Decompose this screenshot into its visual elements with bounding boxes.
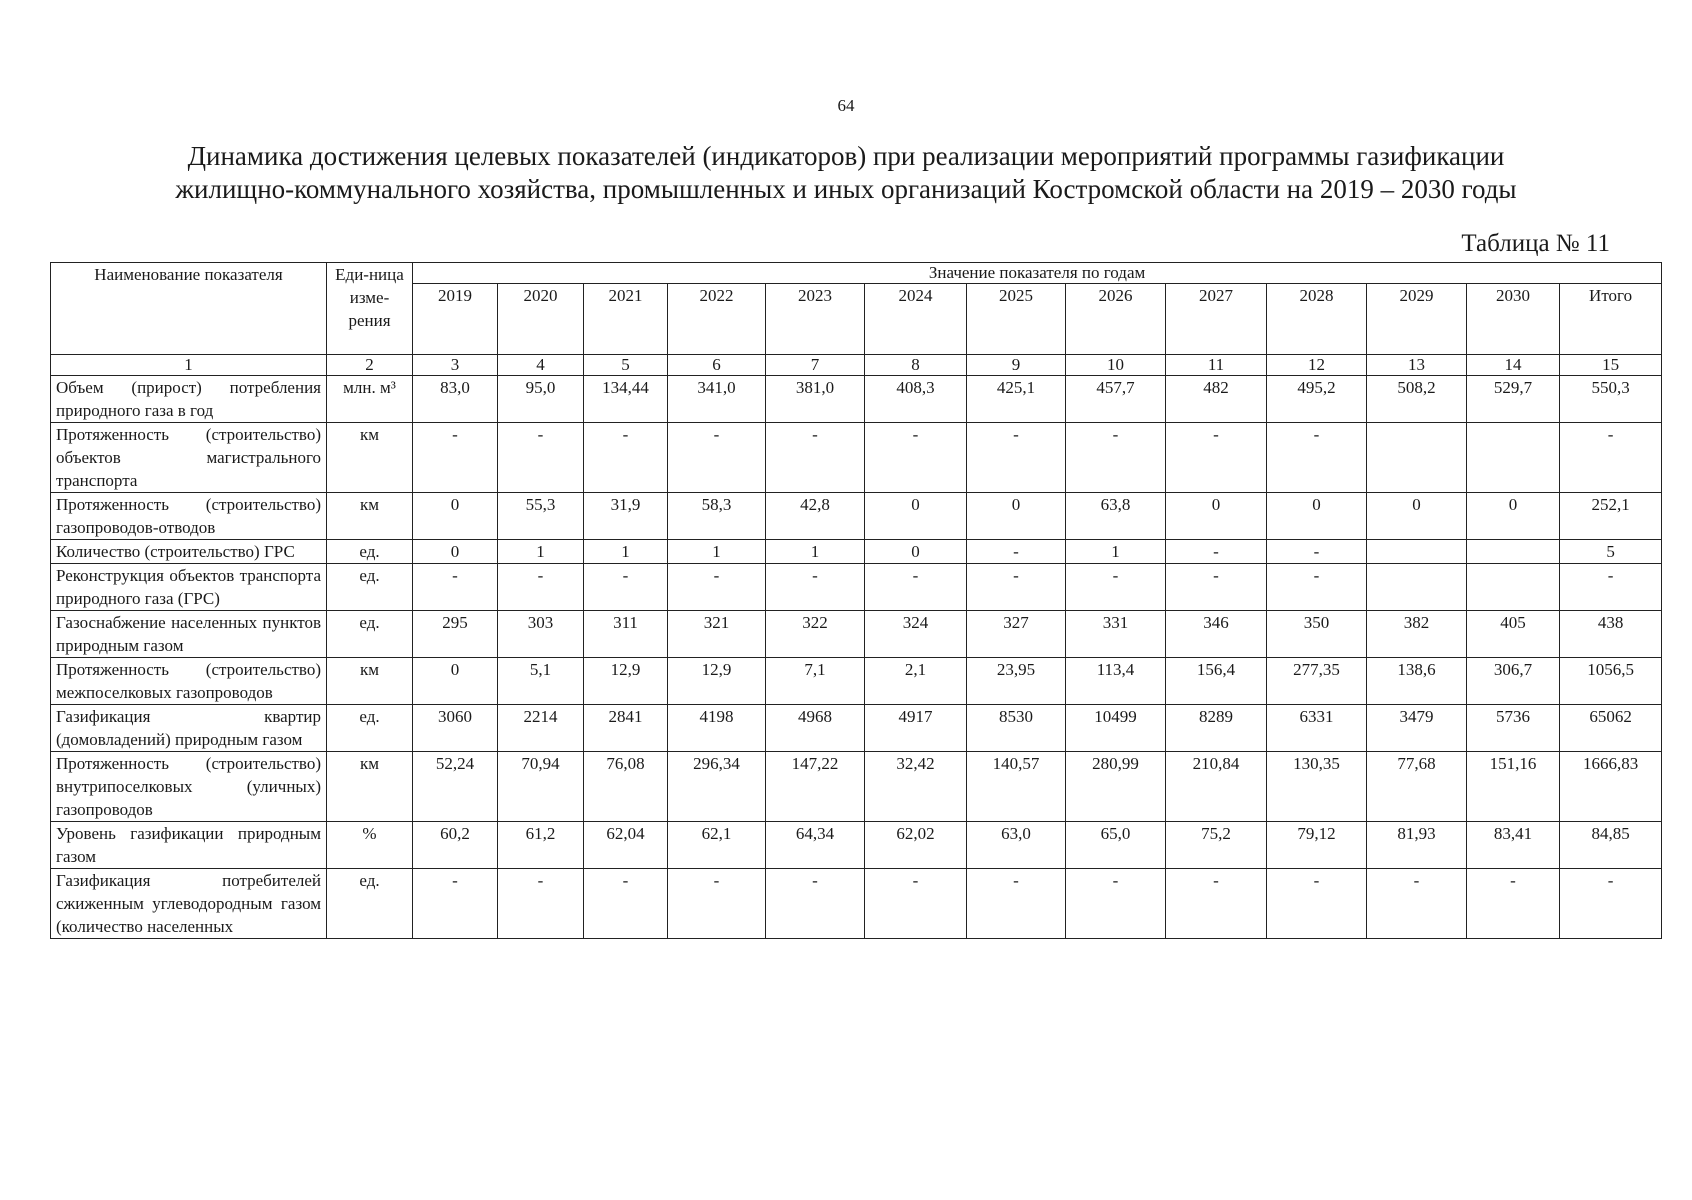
value-cell: - <box>1066 564 1166 611</box>
value-cell: 6331 <box>1267 705 1367 752</box>
column-number: 5 <box>584 355 668 376</box>
value-cell: 0 <box>1367 493 1467 540</box>
header-year-2024: 2024 <box>865 284 967 355</box>
header-year-2023: 2023 <box>766 284 865 355</box>
value-cell: 81,93 <box>1367 822 1467 869</box>
value-cell: 134,44 <box>584 376 668 423</box>
header-year-2027: 2027 <box>1166 284 1267 355</box>
value-cell: 4198 <box>668 705 766 752</box>
header-year-2028: 2028 <box>1267 284 1367 355</box>
table-row <box>51 423 1662 493</box>
value-cell: 138,6 <box>1367 658 1467 705</box>
column-number: 3 <box>413 355 498 376</box>
value-cell: - <box>766 423 865 493</box>
value-cell: 303 <box>498 611 584 658</box>
indicator-unit: ед. <box>327 869 413 939</box>
value-cell: 1 <box>766 540 865 564</box>
value-cell: 8530 <box>967 705 1066 752</box>
value-cell: - <box>1166 564 1267 611</box>
value-cell: 280,99 <box>1066 752 1166 822</box>
value-cell: - <box>584 423 668 493</box>
indicator-name: Объем (прирост) потребления природного газа в год <box>51 376 327 423</box>
value-cell: 62,1 <box>668 822 766 869</box>
value-cell: - <box>1267 564 1367 611</box>
value-cell: 0 <box>413 658 498 705</box>
value-cell: 1 <box>498 540 584 564</box>
header-year-2021: 2021 <box>584 284 668 355</box>
value-cell: 3479 <box>1367 705 1467 752</box>
value-cell: 65,0 <box>1066 822 1166 869</box>
indicator-name: Протяженность (строительство) газопроводов-отводов <box>51 493 327 540</box>
value-cell: 324 <box>865 611 967 658</box>
value-cell: 0 <box>1166 493 1267 540</box>
value-cell: - <box>1267 423 1367 493</box>
value-cell: 482 <box>1166 376 1267 423</box>
value-cell: - <box>498 869 584 939</box>
column-number: 6 <box>668 355 766 376</box>
value-cell: 83,0 <box>413 376 498 423</box>
value-cell: 405 <box>1467 611 1560 658</box>
value-cell: 529,7 <box>1467 376 1560 423</box>
value-cell: 2841 <box>584 705 668 752</box>
value-cell: 79,12 <box>1267 822 1367 869</box>
value-cell: 495,2 <box>1267 376 1367 423</box>
value-cell: 0 <box>865 493 967 540</box>
value-cell: 331 <box>1066 611 1166 658</box>
indicator-name: Протяженность (строительство) внутрипоселковых (уличных) газопроводов <box>51 752 327 822</box>
title-line-1: Динамика достижения целевых показателей (индикаторов) при реализации мероприятий программы газификации <box>187 141 1505 171</box>
header-year-2025: 2025 <box>967 284 1066 355</box>
value-cell: - <box>1467 869 1560 939</box>
value-cell: 12,9 <box>668 658 766 705</box>
value-cell: 10499 <box>1066 705 1166 752</box>
header-year-2019: 2019 <box>413 284 498 355</box>
value-cell: - <box>498 564 584 611</box>
total-cell: 1666,83 <box>1560 752 1662 822</box>
header-year-2030: 2030 <box>1467 284 1560 355</box>
table-row <box>51 658 1662 705</box>
value-cell: 4968 <box>766 705 865 752</box>
indicator-unit: км <box>327 423 413 493</box>
title-line-2: жилищно-коммунального хозяйства, промышленных и иных организаций Костромской области на 2019 – 2030 годы <box>175 174 1517 204</box>
column-number: 7 <box>766 355 865 376</box>
value-cell: 346 <box>1166 611 1267 658</box>
value-cell: - <box>584 564 668 611</box>
value-cell: 0 <box>413 540 498 564</box>
value-cell: - <box>1066 423 1166 493</box>
column-number: 13 <box>1367 355 1467 376</box>
value-cell: - <box>1166 540 1267 564</box>
indicator-unit: км <box>327 752 413 822</box>
column-number: 14 <box>1467 355 1560 376</box>
table-row <box>51 822 1662 869</box>
value-cell: - <box>668 869 766 939</box>
indicator-unit: ед. <box>327 540 413 564</box>
total-cell: 65062 <box>1560 705 1662 752</box>
table-row <box>51 705 1662 752</box>
value-cell: 63,8 <box>1066 493 1166 540</box>
value-cell: 60,2 <box>413 822 498 869</box>
value-cell: 62,04 <box>584 822 668 869</box>
header-year-2029: 2029 <box>1367 284 1467 355</box>
value-cell: 3060 <box>413 705 498 752</box>
value-cell: 311 <box>584 611 668 658</box>
value-cell <box>1467 564 1560 611</box>
value-cell: 76,08 <box>584 752 668 822</box>
indicator-name: Уровень газификации природным газом <box>51 822 327 869</box>
value-cell: - <box>766 869 865 939</box>
header-indicator-name: Наименование показателя <box>51 263 327 355</box>
value-cell: 0 <box>1467 493 1560 540</box>
total-cell: 84,85 <box>1560 822 1662 869</box>
table-row <box>51 752 1662 822</box>
indicator-name: Газификация квартир (домовладений) природным газом <box>51 705 327 752</box>
value-cell <box>1367 564 1467 611</box>
value-cell: - <box>413 423 498 493</box>
value-cell: 31,9 <box>584 493 668 540</box>
value-cell: 55,3 <box>498 493 584 540</box>
value-cell: 425,1 <box>967 376 1066 423</box>
header-row-1 <box>51 263 1662 284</box>
value-cell: 113,4 <box>1066 658 1166 705</box>
value-cell: 0 <box>967 493 1066 540</box>
header-unit: Еди-ница изме-рения <box>327 263 413 355</box>
header-values-by-year: Значение показателя по годам <box>413 263 1662 284</box>
table-row <box>51 540 1662 564</box>
table-row <box>51 376 1662 423</box>
indicator-unit: ед. <box>327 705 413 752</box>
value-cell: 83,41 <box>1467 822 1560 869</box>
value-cell: 5736 <box>1467 705 1560 752</box>
indicator-unit: млн. м³ <box>327 376 413 423</box>
value-cell: 381,0 <box>766 376 865 423</box>
value-cell: 23,95 <box>967 658 1066 705</box>
value-cell: 61,2 <box>498 822 584 869</box>
value-cell: 2,1 <box>865 658 967 705</box>
value-cell: 8289 <box>1166 705 1267 752</box>
indicator-name: Протяженность (строительство) межпоселковых газопроводов <box>51 658 327 705</box>
value-cell: 0 <box>413 493 498 540</box>
value-cell: - <box>1066 869 1166 939</box>
value-cell <box>1367 540 1467 564</box>
header-year-2026: 2026 <box>1066 284 1166 355</box>
value-cell: 58,3 <box>668 493 766 540</box>
value-cell: - <box>1267 540 1367 564</box>
header-total: Итого <box>1560 284 1662 355</box>
column-number: 15 <box>1560 355 1662 376</box>
value-cell: - <box>413 869 498 939</box>
total-cell: 550,3 <box>1560 376 1662 423</box>
value-cell: - <box>865 564 967 611</box>
value-cell: - <box>668 423 766 493</box>
indicator-name: Количество (строительство) ГРС <box>51 540 327 564</box>
value-cell: 295 <box>413 611 498 658</box>
page-number: 64 <box>837 96 855 115</box>
value-cell: - <box>1166 423 1267 493</box>
indicator-unit: ед. <box>327 564 413 611</box>
value-cell: 382 <box>1367 611 1467 658</box>
value-cell: - <box>1267 869 1367 939</box>
value-cell: 62,02 <box>865 822 967 869</box>
header-year-2020: 2020 <box>498 284 584 355</box>
value-cell: 147,22 <box>766 752 865 822</box>
value-cell: - <box>967 564 1066 611</box>
value-cell: 7,1 <box>766 658 865 705</box>
value-cell: 306,7 <box>1467 658 1560 705</box>
value-cell: 322 <box>766 611 865 658</box>
total-cell: - <box>1560 869 1662 939</box>
indicator-name: Протяженность (строительство) объектов магистрального транспорта <box>51 423 327 493</box>
indicator-unit: ед. <box>327 611 413 658</box>
indicator-name: Реконструкция объектов транспорта природного газа (ГРС) <box>51 564 327 611</box>
table-row <box>51 611 1662 658</box>
value-cell: 64,34 <box>766 822 865 869</box>
column-number: 1 <box>51 355 327 376</box>
value-cell: - <box>865 423 967 493</box>
value-cell: 4917 <box>865 705 967 752</box>
value-cell: 42,8 <box>766 493 865 540</box>
indicator-name: Газоснабжение населенных пунктов природным газом <box>51 611 327 658</box>
value-cell: 321 <box>668 611 766 658</box>
total-cell: - <box>1560 564 1662 611</box>
value-cell: - <box>1367 869 1467 939</box>
indicator-unit: км <box>327 493 413 540</box>
document-title <box>60 140 1632 206</box>
value-cell: 1 <box>668 540 766 564</box>
value-cell: 77,68 <box>1367 752 1467 822</box>
table-row <box>51 869 1662 939</box>
indicator-unit: % <box>327 822 413 869</box>
total-cell: - <box>1560 423 1662 493</box>
value-cell: 70,94 <box>498 752 584 822</box>
value-cell: 0 <box>865 540 967 564</box>
value-cell: 32,42 <box>865 752 967 822</box>
value-cell <box>1367 423 1467 493</box>
value-cell: - <box>967 869 1066 939</box>
value-cell: 1 <box>1066 540 1166 564</box>
value-cell: 95,0 <box>498 376 584 423</box>
indicators-table <box>50 262 1662 939</box>
indicator-name: Газификация потребителей сжиженным углеводородным газом (количество населенных <box>51 869 327 939</box>
value-cell <box>1467 540 1560 564</box>
total-cell: 5 <box>1560 540 1662 564</box>
value-cell: 2214 <box>498 705 584 752</box>
column-number: 4 <box>498 355 584 376</box>
column-number: 8 <box>865 355 967 376</box>
value-cell: - <box>1166 869 1267 939</box>
value-cell: 296,34 <box>668 752 766 822</box>
column-number: 2 <box>327 355 413 376</box>
value-cell: - <box>766 564 865 611</box>
value-cell: 341,0 <box>668 376 766 423</box>
column-number: 9 <box>967 355 1066 376</box>
value-cell: - <box>967 540 1066 564</box>
total-cell: 252,1 <box>1560 493 1662 540</box>
value-cell: - <box>668 564 766 611</box>
indicator-unit: км <box>327 658 413 705</box>
total-cell: 1056,5 <box>1560 658 1662 705</box>
column-number: 11 <box>1166 355 1267 376</box>
value-cell: - <box>413 564 498 611</box>
table-row <box>51 564 1662 611</box>
value-cell: - <box>967 423 1066 493</box>
total-cell: 438 <box>1560 611 1662 658</box>
value-cell: 151,16 <box>1467 752 1560 822</box>
column-number: 10 <box>1066 355 1166 376</box>
value-cell: 52,24 <box>413 752 498 822</box>
value-cell: 508,2 <box>1367 376 1467 423</box>
value-cell: 12,9 <box>584 658 668 705</box>
value-cell: 75,2 <box>1166 822 1267 869</box>
value-cell: 1 <box>584 540 668 564</box>
value-cell: 277,35 <box>1267 658 1367 705</box>
table-row <box>51 493 1662 540</box>
value-cell: 130,35 <box>1267 752 1367 822</box>
value-cell: 327 <box>967 611 1066 658</box>
table-body <box>51 376 1662 939</box>
value-cell: 140,57 <box>967 752 1066 822</box>
value-cell: 408,3 <box>865 376 967 423</box>
header-year-2022: 2022 <box>668 284 766 355</box>
column-number: 12 <box>1267 355 1367 376</box>
value-cell: 156,4 <box>1166 658 1267 705</box>
value-cell: - <box>498 423 584 493</box>
value-cell: 210,84 <box>1166 752 1267 822</box>
value-cell: 457,7 <box>1066 376 1166 423</box>
value-cell: - <box>584 869 668 939</box>
column-number-row <box>51 355 1662 376</box>
value-cell <box>1467 423 1560 493</box>
value-cell: - <box>865 869 967 939</box>
value-cell: 63,0 <box>967 822 1066 869</box>
value-cell: 5,1 <box>498 658 584 705</box>
table-label: Таблица № 11 <box>1461 230 1610 257</box>
value-cell: 0 <box>1267 493 1367 540</box>
value-cell: 350 <box>1267 611 1367 658</box>
